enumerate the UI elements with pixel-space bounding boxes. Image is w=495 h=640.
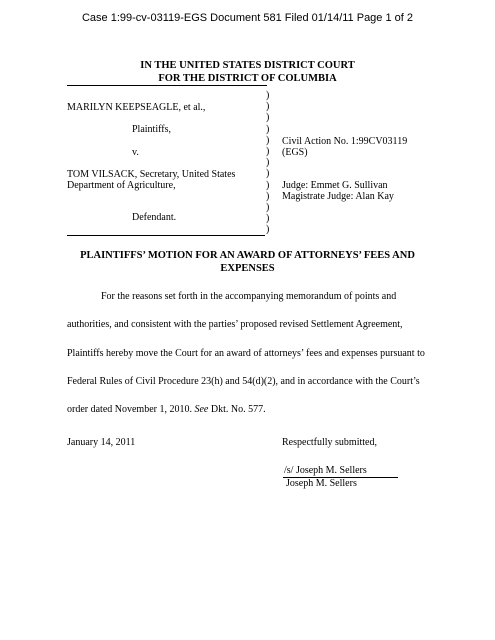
court-name-line1: IN THE UNITED STATES DISTRICT COURT [140,60,355,71]
magistrate-judge-name: Magistrate Judge: Alan Kay [282,191,394,202]
defendant-name-line2: Department of Agriculture, [67,180,176,191]
caption-parens: ) ) ) ) ) ) ) ) ) ) ) ) ) [266,90,270,236]
defendant-role: Defendant. [132,212,177,223]
motion-title-line2: EXPENSES [220,263,275,274]
see-signal: See [194,404,209,415]
body-line-2: authorities, and consistent with the parties’ proposed revised Settlement Agreement, [67,319,403,330]
caption-top-rule [67,85,267,86]
body-line-5 [67,404,266,415]
body-line-4: Federal Rules of Civil Procedure 23(h) and 54(d)(2), and in accordance with the Court’s [67,376,420,387]
judge-name: Judge: Emmet G. Sullivan [282,180,388,191]
judge-initials: (EGS) [282,147,308,158]
body-line-5-text: order dated November 1, 2010. [67,404,195,415]
case-header: Case 1:99-cv-03119-EGS Document 581 Filed 01/14/11 Page 1 of 2 [81,12,413,24]
court-name-line2: FOR THE DISTRICT OF COLUMBIA [158,73,337,84]
docket-reference: Dkt. No. 577. [208,404,266,415]
respectfully-submitted: Respectfully submitted, [282,437,377,448]
body-line-1: For the reasons set forth in the accompanying memorandum of points and [101,291,397,302]
body-line-3: Plaintiffs hereby move the Court for an award of attorneys’ fees and expenses pursuant to [67,348,425,359]
versus-label: v. [132,147,139,158]
caption-bottom-rule [67,235,265,236]
signer-name: Joseph M. Sellers [286,478,357,489]
civil-action-number: Civil Action No. 1:99CV03119 [282,136,408,147]
electronic-signature: /s/ Joseph M. Sellers [284,465,367,476]
filing-date: January 14, 2011 [67,437,136,448]
plaintiff-role: Plaintiffs, [132,124,171,135]
plaintiff-name: MARILYN KEEPSEAGLE, et al., [67,102,206,113]
defendant-name-line1: TOM VILSACK, Secretary, United States [67,169,236,180]
motion-title-line1: PLAINTIFFS’ MOTION FOR AN AWARD OF ATTORNEYS’ FEES AND [80,250,415,261]
